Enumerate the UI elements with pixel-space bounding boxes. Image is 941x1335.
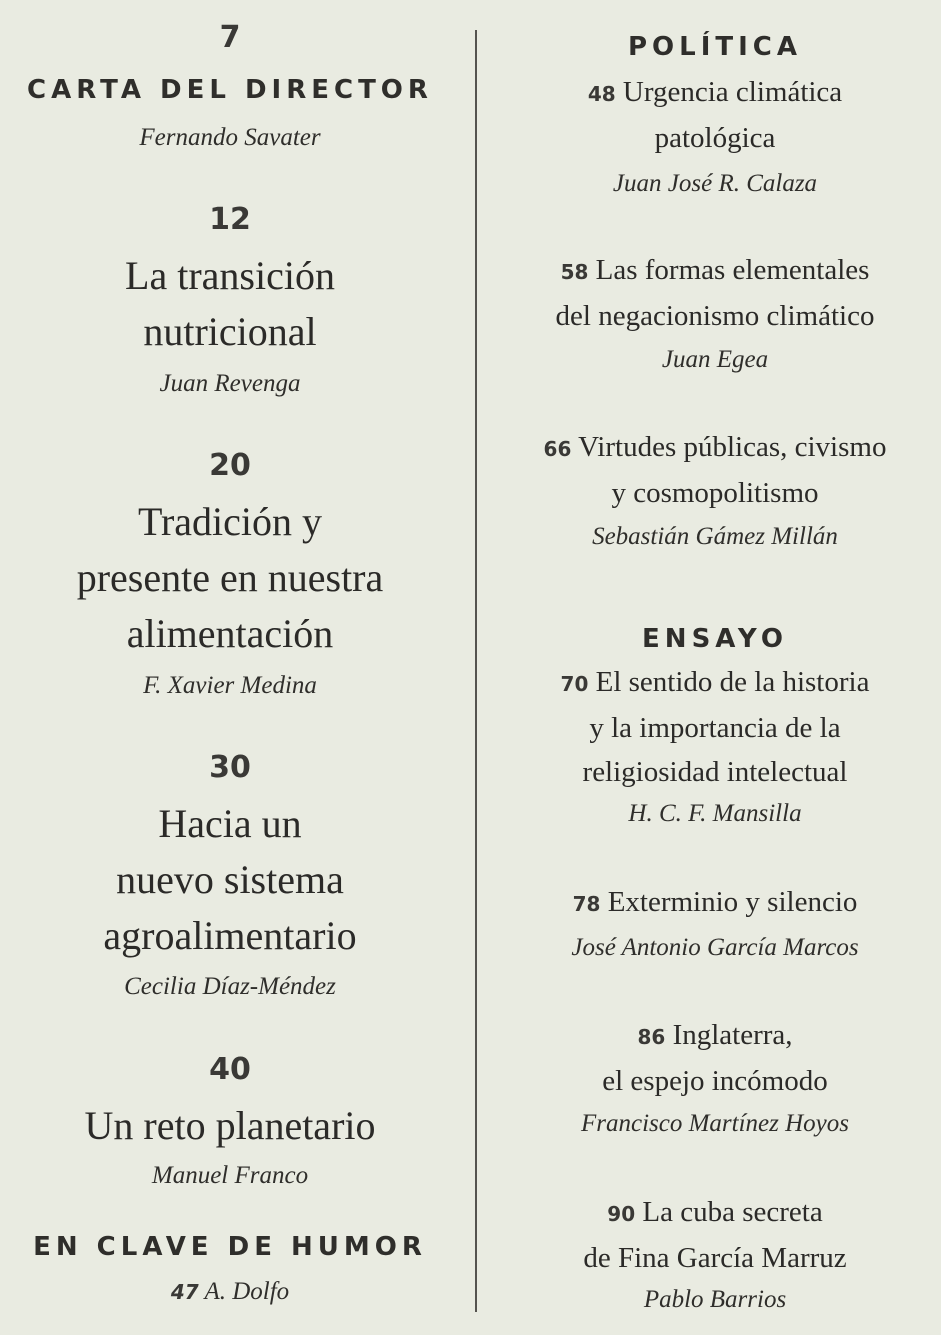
e4-title-line: de Fina García Marruz [583, 1242, 847, 1274]
p2-title-text: Las formas elementales [595, 254, 870, 286]
p3-title-line [505, 425, 925, 471]
e4-author: Pablo Barrios [643, 1286, 787, 1313]
humor-section-heading: EN CLAVE DE HUMOR [33, 1232, 427, 1262]
article1-author: Juan Revenga [159, 370, 301, 397]
carta-section-heading: CARTA DEL DIRECTOR [27, 75, 433, 105]
article3-title-line: agroalimentario [103, 913, 357, 958]
article2-author: F. Xavier Medina [143, 672, 317, 699]
p3-title-line: y cosmopolitismo [611, 477, 819, 509]
e3-title-text: Inglaterra, [672, 1019, 793, 1051]
article4-author: Manuel Franco [151, 1162, 309, 1189]
e3-page-number: 86 [637, 1025, 666, 1049]
article2-page-number: 20 [209, 448, 251, 483]
p2-author: Juan Egea [661, 346, 769, 373]
humor-entry [20, 1278, 440, 1306]
article1-title-line: nutricional [143, 309, 317, 354]
e4-title-line [505, 1190, 925, 1236]
article3-title [20, 796, 440, 964]
politica-section-heading: POLÍTICA [627, 32, 802, 62]
article2-title [20, 494, 440, 662]
p3-page-number: 66 [543, 437, 572, 461]
p1-title-text: Urgencia climática [622, 76, 843, 108]
e2-author: José Antonio García Marcos [571, 934, 859, 961]
article3-title-line: nuevo sistema [116, 857, 344, 902]
p2-title-line [505, 248, 925, 294]
e2-title-line [505, 880, 925, 926]
e4-title-text: La cuba secreta [642, 1196, 823, 1228]
p2-page-number: 58 [560, 260, 589, 284]
right-column [505, 0, 925, 1335]
article4-page-number: 40 [209, 1052, 251, 1087]
carta-author: Fernando Savater [139, 124, 321, 151]
article3-author: Cecilia Díaz-Méndez [124, 973, 336, 1000]
e1-title-text: El sentido de la historia [595, 666, 870, 698]
p1-title [505, 70, 925, 160]
e2-title-text: Exterminio y silencio [607, 886, 858, 918]
p1-page-number: 48 [587, 82, 616, 106]
article3-page-number: 30 [209, 750, 251, 785]
left-column [20, 0, 440, 1335]
p1-title-line [505, 70, 925, 116]
e2-title [505, 880, 925, 926]
e4-title [505, 1190, 925, 1280]
p2-title-line: del negacionismo climático [555, 300, 875, 332]
p3-author: Sebastián Gámez Millán [592, 523, 838, 550]
e3-title-line: el espejo incómodo [602, 1065, 828, 1097]
e3-author: Francisco Martínez Hoyos [580, 1110, 850, 1137]
p2-title [505, 248, 925, 338]
p1-author: Juan José R. Calaza [612, 170, 818, 197]
article3-title-line: Hacia un [158, 801, 302, 846]
article2-title-line: presente en nuestra [76, 555, 384, 600]
carta-page-number: 7 [219, 20, 241, 55]
column-divider [475, 30, 477, 1312]
article4-title [20, 1098, 440, 1154]
e1-title [505, 660, 925, 794]
article2-title-line: alimentación [126, 611, 334, 656]
article1-title [20, 248, 440, 360]
humor-page-number: 47 [170, 1280, 199, 1304]
article1-page-number: 12 [209, 202, 251, 237]
article2-title-line: Tradición y [137, 499, 323, 544]
p3-title [505, 425, 925, 515]
humor-author: A. Dolfo [204, 1278, 290, 1305]
article4-title-line: Un reto planetario [84, 1103, 376, 1148]
e4-page-number: 90 [607, 1202, 636, 1226]
e1-title-line [505, 660, 925, 706]
e1-title-line: religiosidad intelectual [582, 756, 848, 788]
e1-author: H. C. F. Mansilla [628, 800, 802, 827]
p1-title-line: patológica [654, 122, 776, 154]
e3-title-line [505, 1013, 925, 1059]
e1-page-number: 70 [560, 672, 589, 696]
e3-title [505, 1013, 925, 1103]
ensayo-section-heading: ENSAYO [642, 624, 788, 654]
e1-title-line: y la importancia de la [589, 712, 841, 744]
p3-title-text: Virtudes públicas, civismo [578, 431, 887, 463]
e2-page-number: 78 [572, 892, 601, 916]
article1-title-line: La transición [125, 253, 335, 298]
